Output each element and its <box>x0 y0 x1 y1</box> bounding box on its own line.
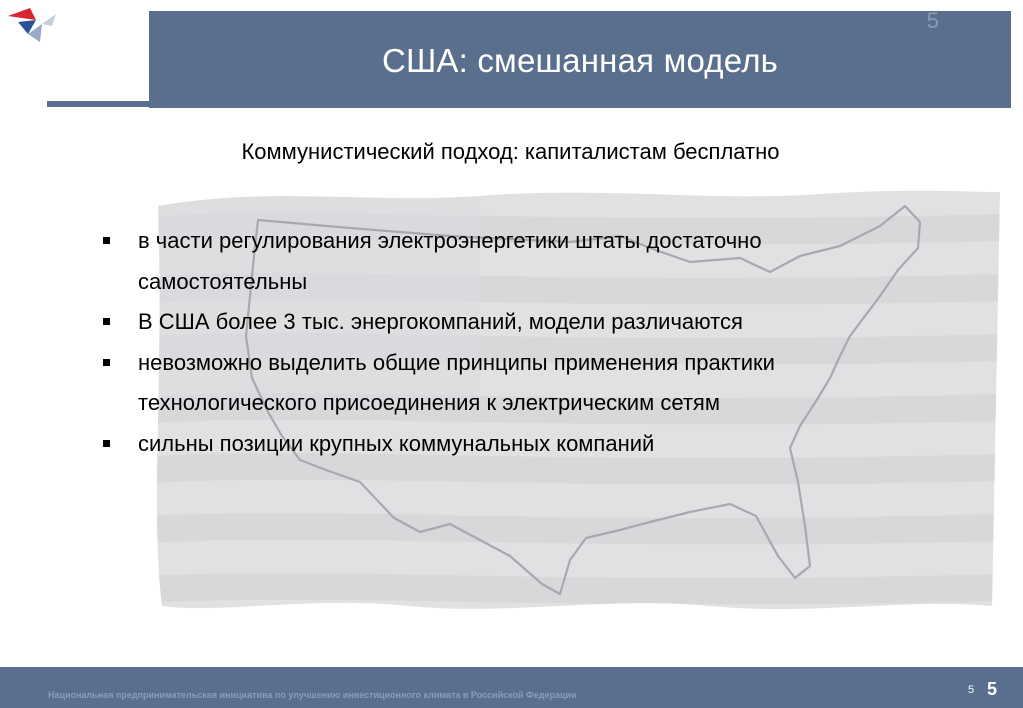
logo-icon <box>6 6 60 50</box>
bullet-square-icon <box>103 237 110 244</box>
subtitle <box>0 139 1023 165</box>
slide-title: США: смешанная модель <box>381 42 779 79</box>
title-bar <box>149 8 1011 108</box>
page-number-small: 5 <box>968 684 975 696</box>
page-number: 5 <box>987 679 998 699</box>
footer-caption: Национальная предпринимательская инициатива по улучшению инвестиционного климата в Российской Федерации <box>48 690 577 700</box>
bullet-square-icon <box>103 359 110 366</box>
slide-number-top: 5 <box>926 8 939 33</box>
bullet-square-icon <box>103 318 110 325</box>
subtitle-text: Коммунистический подход: капиталистам бесплатно <box>241 139 780 164</box>
bullet-square-icon <box>103 440 110 447</box>
bullet-text: В США более 3 тыс. энергокомпаний, модели различаются <box>138 309 743 334</box>
title-underline <box>47 101 157 107</box>
bullet-text: невозможно выделить общие принципы применения практики технологического присоединения к электрическим сетям <box>138 349 775 415</box>
bullet-text: сильны позиции крупных коммунальных компаний <box>138 430 655 456</box>
bullet-item <box>103 302 933 343</box>
bullet-item <box>103 343 933 424</box>
bullet-item <box>103 221 933 302</box>
bullet-text: в части регулирования электроэнергетики штаты достаточно самостоятельны <box>138 228 762 294</box>
bullet-list <box>103 221 933 464</box>
footer-bar <box>0 667 1023 708</box>
bullet-item <box>103 424 933 465</box>
